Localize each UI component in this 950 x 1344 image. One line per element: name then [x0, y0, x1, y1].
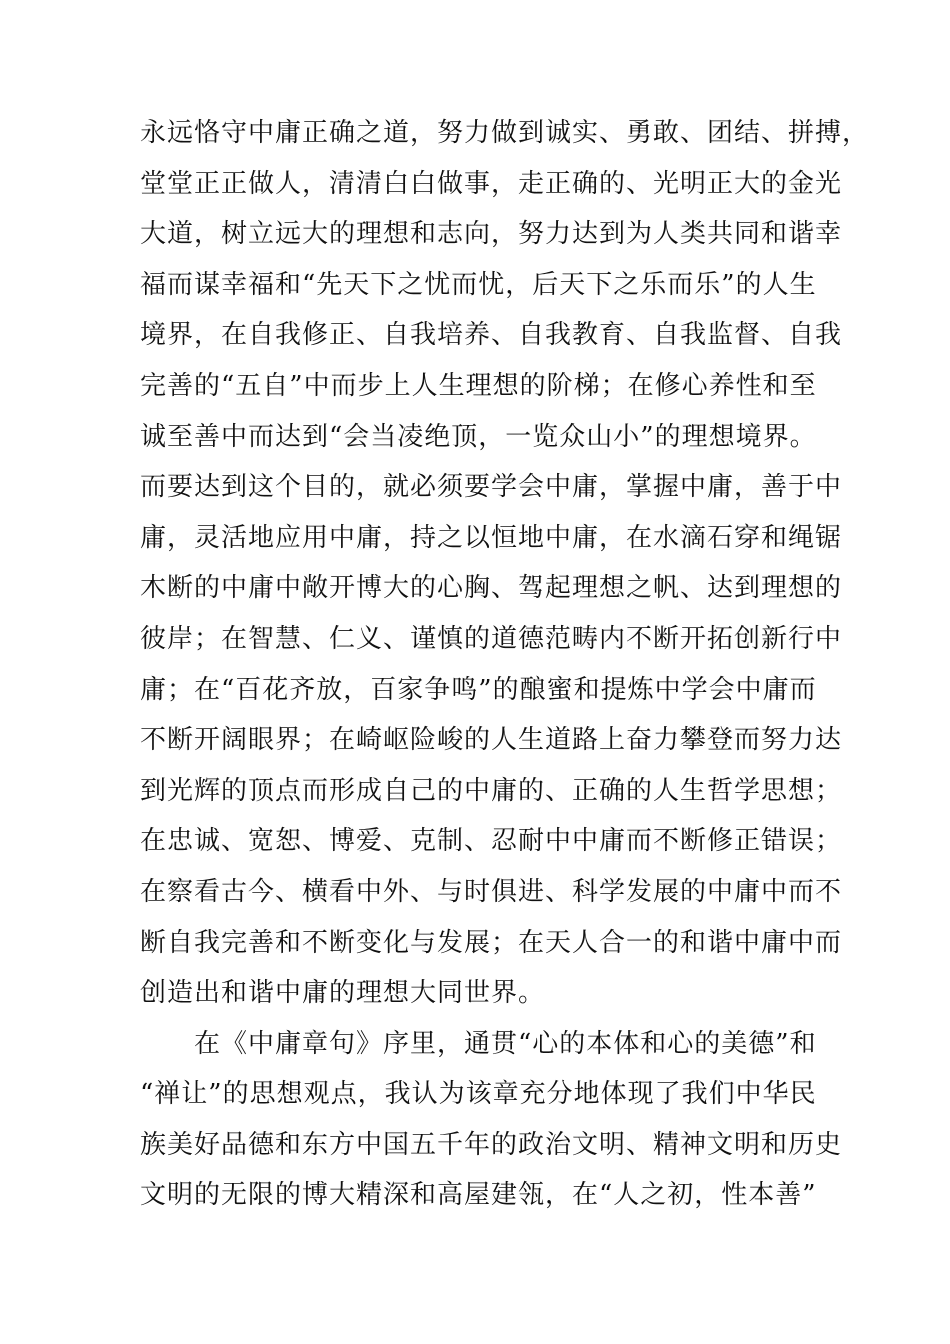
- body-text: [140, 108, 870, 1221]
- text-line: 诚至善中而达到“会当凌绝顶，一览众山小”的理想境界。: [140, 421, 817, 452]
- text-line: “禅让”的思想观点，我认为该章充分地体现了我们中华民: [140, 1079, 817, 1110]
- text-line: 在察看古今、横看中外、与时俱进、科学发展的中庸中而不: [140, 876, 843, 907]
- text-line: 大道，树立远大的理想和志向，努力达到为人类共同和谐幸: [140, 219, 843, 250]
- text-line: 境界，在自我修正、自我培养、自我教育、自我监督、自我: [140, 320, 843, 351]
- text-line: 彼岸；在智慧、仁义、谨慎的道德范畴内不断开拓创新行中: [140, 623, 843, 654]
- text-line: 不断开阔眼界；在崎岖险峻的人生道路上奋力攀登而努力达: [140, 725, 843, 756]
- text-line: 庸，灵活地应用中庸，持之以恒地中庸，在水滴石穿和绳锯: [140, 522, 843, 553]
- text-line: 到光辉的顶点而形成自己的中庸的、正确的人生哲学思想；: [140, 775, 843, 806]
- text-line: 文明的无限的博大精深和高屋建瓴，在“人之初，性本善”: [140, 1180, 817, 1211]
- text-line: 创造出和谐中庸的理想大同世界。: [140, 978, 546, 1009]
- text-line: 堂堂正正做人，清清白白做事，走正确的、光明正大的金光: [140, 168, 843, 199]
- text-line: 福而谋幸福和“先天下之忧而忧，后天下之乐而乐”的人生: [140, 269, 817, 300]
- text-line: 而要达到这个目的，就必须要学会中庸，掌握中庸，善于中: [140, 472, 843, 503]
- text-line: 永远恪守中庸正确之道，努力做到诚实、勇敢、团结、拼搏，: [140, 118, 870, 148]
- text-line: 完善的“五自”中而步上人生理想的阶梯；在修心养性和至: [140, 370, 817, 401]
- text-line: 庸；在“百花齐放，百家争鸣”的酿蜜和提炼中学会中庸而: [140, 674, 817, 705]
- text-line: 在忠诚、宽恕、博爱、克制、忍耐中中庸而不断修正错误；: [140, 826, 843, 857]
- text-line: 断自我完善和不断变化与发展；在天人合一的和谐中庸中而: [140, 927, 843, 958]
- text-line: 族美好品德和东方中国五千年的政治文明、精神文明和历史: [140, 1129, 843, 1160]
- paragraph-start-line: 在《中庸章句》序里，通贯“心的本体和心的美德”和: [140, 1028, 817, 1059]
- text-line: 木断的中庸中敞开博大的心胸、驾起理想之帆、达到理想的: [140, 573, 843, 604]
